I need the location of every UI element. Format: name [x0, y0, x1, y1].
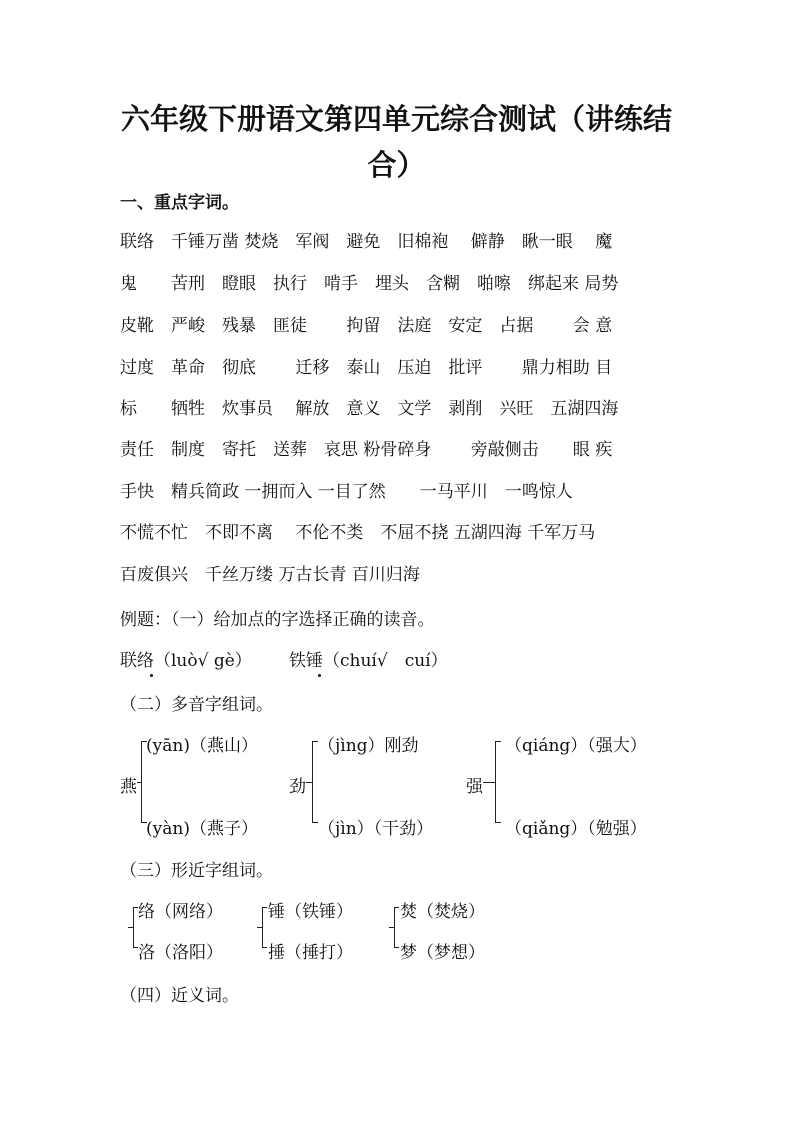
bracket-bottom [262, 947, 267, 948]
vocab-line: 鬼 苦刑 瞪眼 执行 啃手 埋头 含糊 啪嚓 绑起来 局势 [120, 274, 619, 294]
section-heading-key-words: 一、重点字词。 [120, 193, 239, 213]
polyphone-char: 强 [466, 777, 483, 797]
vocab-line: 手快 精兵简政 一拥而入 一目了然 一马平川 一鸣惊人 [120, 482, 573, 502]
bracket [133, 907, 134, 948]
bracket-top [394, 907, 399, 908]
vocab-line: 标 牺牲 炊事员 解放 意义 文学 剥削 兴旺 五湖四海 [120, 399, 619, 419]
emphasis-dot [150, 674, 153, 677]
vocab-line: 不慌不忙 不即不离 不伦不类 不屈不挠 五湖四海 千军万马 [120, 523, 596, 543]
vocab-line: 责任 制度 寄托 送葬 哀思 粉骨碎身 旁敲侧击 眼 疾 [120, 440, 613, 460]
polyphone-char: 劲 [289, 777, 306, 797]
similar-char-top: 锤（铁锤） [268, 902, 353, 922]
bracket [495, 741, 496, 823]
example-q1: 联络（luò√ gè） [120, 651, 252, 671]
polyphone-top: （jìng）刚劲 [318, 736, 419, 756]
vocab-line: 联络 千锤万凿 焚烧 军阀 避免 旧棉袍 僻静 瞅一眼 魔 [120, 232, 613, 252]
example-heading: 例题：（一）给加点的字选择正确的读音。 [120, 610, 435, 630]
bracket-top [495, 741, 501, 742]
polyphone-top: (yān)（燕山） [146, 736, 258, 756]
similar-char-top: 络（网络） [138, 902, 223, 922]
bracket-stub [483, 782, 495, 783]
bracket [141, 741, 142, 823]
bracket-bottom [495, 822, 501, 823]
polyphone-char: 燕 [120, 777, 137, 797]
vocab-line: 皮靴 严峻 残暴 匪徒 拘留 法庭 安定 占据 会 意 [120, 316, 613, 336]
polyphone-bottom: （jìn）（干劲） [318, 819, 434, 839]
vocab-line: 百废俱兴 千丝万缕 万古长青 百川归海 [120, 565, 420, 585]
similar-char-bottom: 捶（捶打） [268, 943, 353, 963]
polyphone-bottom: （qiǎng）（勉强） [505, 819, 647, 839]
bracket-top [262, 907, 267, 908]
bracket [394, 907, 395, 948]
similar-char-bottom: 梦（梦想） [400, 943, 485, 963]
page-title: 六年级下册语文第四单元综合测试（讲练结合） [120, 102, 672, 182]
example-q2: 铁锤（chuí√ cuí） [289, 651, 448, 671]
part4-heading: （四）近义词。 [120, 986, 239, 1006]
part2-heading: （二）多音字组词。 [120, 695, 273, 715]
vocab-line: 过度 革命 彻底 迁移 泰山 压迫 批评 鼎力相助 目 [120, 358, 613, 378]
bracket [262, 907, 263, 948]
polyphone-top: （qiáng）（强大） [505, 736, 647, 756]
polyphone-bottom: (yàn)（燕子） [146, 819, 258, 839]
bracket [312, 741, 313, 823]
bracket-bottom [394, 947, 399, 948]
similar-char-bottom: 洛（洛阳） [138, 943, 223, 963]
part3-heading: （三）形近字组词。 [120, 861, 273, 881]
emphasis-dot [318, 674, 321, 677]
similar-char-top: 焚（焚烧） [400, 902, 485, 922]
